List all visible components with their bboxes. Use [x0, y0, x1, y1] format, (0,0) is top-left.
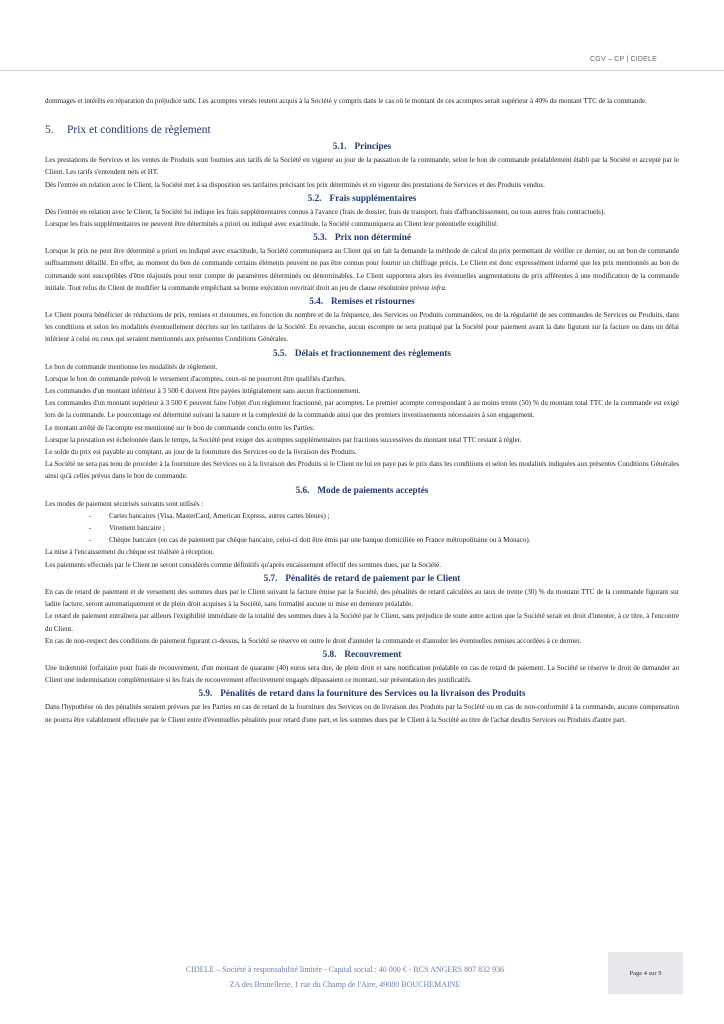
payment-methods-list: [45, 510, 679, 547]
section-title: Prix et conditions de règlement: [67, 124, 211, 137]
subsection-title: Mode de paiements acceptés: [317, 484, 429, 495]
paragraph: Lorsque les frais supplémentaires ne peuvent être déterminés a priori ou indiqué avec exactitude, la Société communiquera au Client leur potentielle exigibilité.: [45, 220, 499, 229]
subsection-number: 5.8.: [322, 648, 337, 659]
paragraph: Les prestations de Services et les ventes de Produits sont fournies aux tarifs de la Société en vigueur au jour de la passation de la commande, selon le bon de commande préalablement établi par la Société et accepté par le Client. Les tarifs s'entendent nets et HT.: [45, 156, 679, 177]
paragraph: Les paiements effectués par le Client ne seront considérés comme définitifs qu'après encaissement effectif des sommes dues, par la Société.: [45, 560, 441, 569]
footer-address-line: ZA des Brunellerie, 1 rue du Champ de l'Aire, 49080 BOUCHEMAINE: [229, 980, 461, 989]
paragraph: Dès l'entrée en relation avec le Client, la Société met à sa disposition ses tarifaires précisant les prix déterminés et en vigueur des prestations de Services et des Produits vendus.: [45, 180, 545, 189]
paragraph-end: .: [445, 283, 447, 292]
paragraph: Le retard de paiement entraînera par ailleurs l'exigibilité immédiate de la totalité des sommes dues à la Société par le Client, sans préjudice de toute autre action que la Société serait en droit d'intenter, à ce titre, à l'encontre du Client.: [45, 612, 679, 633]
subsection-heading-5-7: [45, 572, 679, 585]
paragraph: Le montant arrêté de l'acompte est mentionné sur le bon de commande conclu entre les Parties.: [45, 423, 315, 432]
subsection-number: 5.5.: [273, 347, 287, 358]
paragraph: La Société ne sera pas tenu de procéder à la fourniture des Services ou à la livraison des Produits si le Client ne lui en paye pas le prix dans les conditions et selon les modalités indiquées aux présentes Conditions Générales ainsi qu'à celles prévus dans le bon de commande.: [45, 460, 679, 481]
list-item-text: Cartes bancaires (Visa, MasterCard, American Express, autres cartes bleues) ;: [109, 511, 330, 520]
list-item-text: Chèque bancaire (en cas de paiement par chèque bancaire, celui-ci doit être émis par une banque domiciliée en France métropolitaine ou à Monaco).: [109, 536, 531, 545]
paragraph: Dès l'entrée en relation avec le Client, la Société lui indique les frais supplémentaires connus à l'avance (frais de dossier, frais de transport, frais d'affranchissement, ou tous autres frais contractuels).: [45, 207, 606, 216]
subsection-number: 5.3.: [313, 232, 327, 243]
list-marker: -: [89, 524, 92, 533]
subsection-heading-5-9: [45, 687, 679, 700]
subsection-number: 5.2.: [307, 192, 322, 203]
list-item: [45, 510, 679, 522]
subsection-heading-5-2: [45, 192, 679, 205]
subsection-heading-5-3: [45, 231, 679, 244]
paragraph: Le bon de commande mentionne les modalités de règlement.: [45, 362, 218, 371]
paragraph: Les modes de paiement sécurisés suivants sont utilisés :: [45, 499, 204, 508]
subsection-heading-5-6: [45, 484, 679, 497]
list-item-text: Virement bancaire ;: [109, 524, 165, 533]
subsection-number: 5.6.: [295, 484, 310, 495]
subsection-title: Remises et ristournes: [331, 296, 415, 307]
subsection-title: Pénalités de retard de paiement par le Client: [285, 572, 461, 583]
subsection-heading-5-1: [45, 140, 679, 153]
intro-paragraph: dommages et intérêts en réparation du préjudice subi. Les acomptes versés restent acquis à la Société y compris dans le cas où le montant de ces acomptes serait supérieur à 40% du montant TTC de la commande.: [45, 97, 647, 105]
paragraph: En cas de retard de paiement et de versement des sommes dues par le Client suivant la facture émise par la Société, des pénalités de retard calculées au taux de trente (30) % du montant TTC de la commande figurant sur ladite facture, seront automatiquement et de plein droit acquises à la Société, sans formalité aucune ni mise en demeure préalable.: [45, 587, 679, 609]
paragraph: Le Client pourra bénéficier de réductions de prix, remises et ristournes, en fonction du nombre et de la fréquence, des Services ou Produits commandées, ou de la régularité de ses commandes de Services ou Produits, dans les conditions et selon les modalités éventuellement décrites sur les tarifaires de la Société. En revanche, aucun escompte ne sera pratiqué par la Société pour paiement avant la date figurant sur la facture ou dans un délai inférieur à celui ou ceux qui seraient mentionnés aux présentes Conditions Générales.: [45, 311, 679, 344]
subsection-number: 5.9.: [198, 688, 213, 699]
page-number: Page 4 sur 9: [629, 969, 662, 977]
subsection-title: Principes: [354, 141, 392, 152]
subsection-title: Pénalités de retard dans la fourniture des Services ou la livraison des Produits: [220, 688, 526, 699]
paragraph: Les commandes d'un montant inférieur à 3 500 € doivent être payées intégralement sans aucun fractionnement.: [45, 387, 361, 396]
paragraph: Lorsque la prestation est échelonnée dans le temps, la Société peut exiger des acomptes supplémentaires par fractions successives du montant total TTC restant à régler.: [45, 435, 522, 444]
paragraph-text: Lorsque le prix ne peut être déterminé a priori ou indiqué avec exactitude, la Société communiquera au Client qui en fait la demande la méthode de calcul du prix permettant de vérifier ce dernier, ou un bon de commande suffisamment détaillé. En effet, au moment du bon de commande certains éléments peuvent ne pas être connus pour fournir un chiffrage précis. Le Client est donc expressément informé que les prix mentionnés au bon de commande sont susceptibles d'être réajustés pour tenir compte de paramètres déterminés ou déterminables. Le Client supportera alors les éventuelles augmentations de prix afférentes à une modification de la commande initiale. Tout refus du Client de modifier la commande empêchant sa bonne exécution ouvrirait droit au jeu de clause résolutoire prévue: [45, 247, 679, 292]
subsection-number: 5.4.: [309, 296, 324, 307]
section-heading: [45, 122, 679, 138]
subsection-title: Prix non déterminé: [334, 232, 411, 243]
paragraph: [45, 245, 679, 294]
subsection-heading-5-4: [45, 295, 679, 308]
subsection-title: Délais et fractionnement des règlements: [294, 347, 451, 358]
footer-company-line: CIDELE – Société à responsabilité limitée - Capital social : 40 000 € - RCS ANGERS 807 832 936: [185, 965, 505, 974]
paragraph: Dans l'hypothèse où des pénalités seraient prévues par les Parties en cas de retard de la fourniture des Services ou de livraison des Produits par la Société ou en cas de non-conformité à la commande, aucune compensation ne pourra être valablement effectuée par le Client entre d'éventuelles pénalités pour retard d'une part, et les sommes dues par le Client à la Société au titre de l'achat desdits Services ou Produits d'autre part.: [45, 703, 679, 724]
list-marker: -: [89, 511, 92, 520]
italic-term: infra: [431, 283, 446, 292]
list-item: [45, 522, 679, 534]
subsection-number: 5.1.: [332, 141, 347, 152]
section-number: 5.: [45, 124, 54, 137]
paragraph: Les commandes d'un montant supérieur à 3 500 € peuvent faire l'objet d'un règlement fractionné, par acomptes. Le premier acompte correspondant à au moins trente (50) % du montant total TTC de la commande est exigé lors de la commande. Le pourcentage est déterminé suivant la nature et la complexité de la commande ainsi que des premiers investissements nécessaires à son engagement.: [45, 399, 679, 420]
paragraph: La mise à l'encaissement du chèque est réalisée à réception.: [45, 548, 215, 557]
list-marker: -: [89, 536, 92, 545]
subsection-heading-5-5: [45, 347, 679, 360]
subsection-heading-5-8: [45, 648, 679, 661]
subsection-title: Frais supplémentaires: [329, 192, 417, 203]
paragraph: Lorsque le bon de commande prévoit le versement d'acomptes, ceux-ni ne pourront être qualifiés d'arrhes.: [45, 374, 346, 383]
paragraph: Le solde du prix est payable au comptant, au jour de la fourniture des Services ou de la livraison des Produits.: [45, 448, 357, 457]
document-header-ref: CGV – CP | CIDELE: [590, 56, 657, 63]
document-footer: [120, 962, 570, 992]
paragraph: En cas de non-respect des conditions de paiement figurant ci-dessus, la Société se réserve en outre le droit d'annuler la commande et d'annuler les éventuelles remises accordées à ce dernier.: [45, 636, 582, 645]
subsection-title: Recouvrement: [344, 648, 402, 659]
list-item: [45, 534, 679, 546]
page-number-box: [608, 952, 683, 994]
subsection-number: 5.7.: [263, 572, 278, 583]
paragraph: Une indemnité forfaitaire pour frais de recouvrement, d'un montant de quarante (40) euros sera due, de plein droit et sans notification préalable en cas de retard de paiement. La Société se réserve le droit de demander au Client une indemnisation complémentaire si les frais de recouvrement effectivement engagés dépassaient ce montant, sur présentation des justificatifs.: [45, 663, 679, 685]
document-body: [45, 95, 679, 726]
header-divider: [0, 70, 724, 71]
